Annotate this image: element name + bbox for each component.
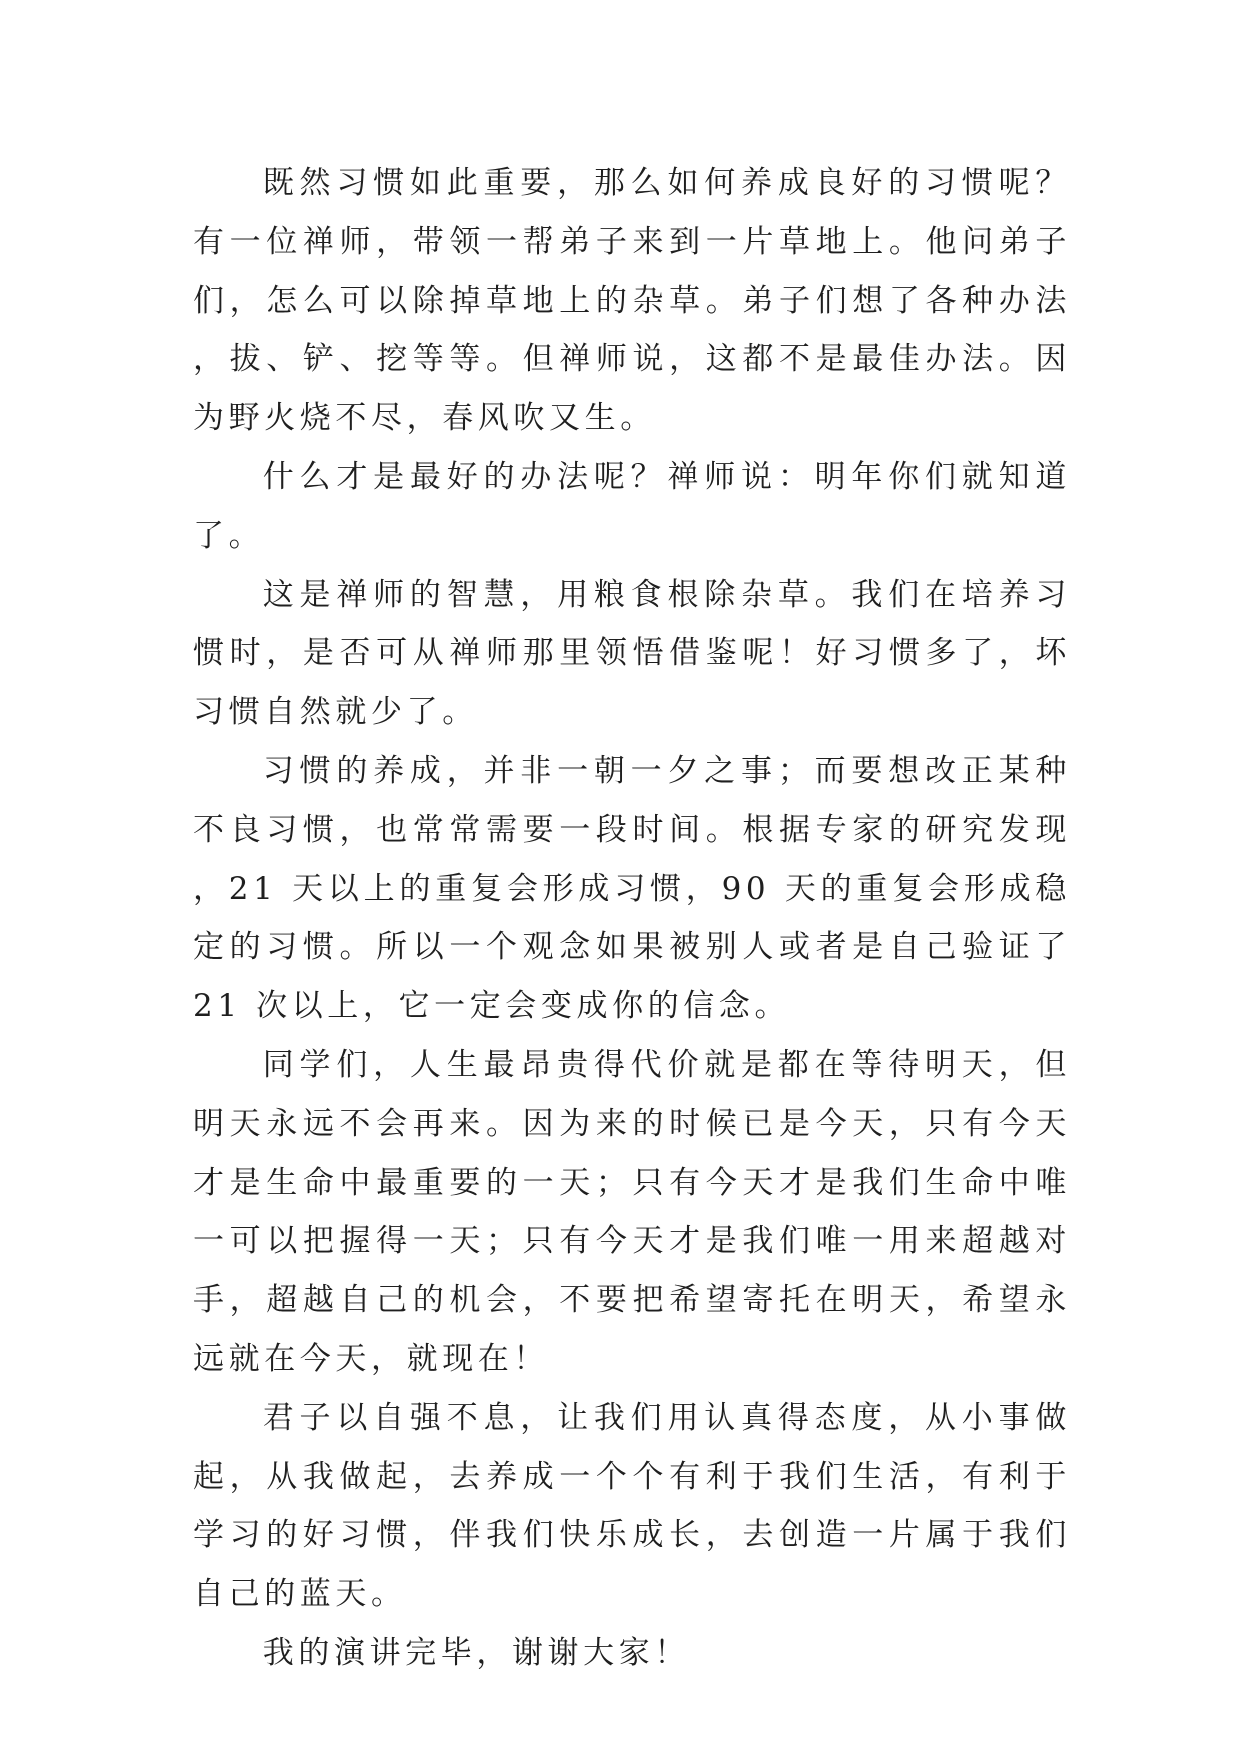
paragraph-5: 同学们，人生最昂贵得代价就是都在等待明天，但明天永远不会再来。因为来的时候已是今天，只有今天才是生命中最重要的一天；只有今天才是我们生命中唯一可以把握得一天；只有今天才是我们唯一用来超越对手，超越自己的机会，不要把希望寄托在明天，希望永远就在今天，就现在！ xyxy=(193,1046,1071,1377)
paragraph-4: 习惯的养成，并非一朝一夕之事；而要想改正某种不良习惯，也常常需要一段时间。根据专家的研究发现，21 天以上的重复会形成习惯，90 天的重复会形成稳定的习惯。所以一个观念如果被别人或者是自己验证了 21 次以上，它一定会变成你的信念。 xyxy=(193,752,1071,1025)
paragraph-2: 什么才是最好的办法呢？禅师说：明年你们就知道了。 xyxy=(193,458,1071,554)
paragraph-3: 这是禅师的智慧，用粮食根除杂草。我们在培养习惯时，是否可从禅师那里领悟借鉴呢！好习惯多了，坏习惯自然就少了。 xyxy=(193,576,1071,731)
paragraph-7: 我的演讲完毕，谢谢大家！ xyxy=(262,1634,690,1671)
speech-body xyxy=(193,154,1071,1683)
paragraph-1: 既然习惯如此重要，那么如何养成良好的习惯呢？有一位禅师，带领一帮弟子来到一片草地上。他问弟子们，怎么可以除掉草地上的杂草。弟子们想了各种办法，拔、铲、挖等等。但禅师说，这都不是最佳办法。因为野火烧不尽，春风吹又生。 xyxy=(193,165,1071,437)
paragraph-6: 君子以自强不息，让我们用认真得态度，从小事做起，从我做起，去养成一个个有利于我们生活，有利于学习的好习惯，伴我们快乐成长，去创造一片属于我们自己的蓝天。 xyxy=(193,1399,1071,1613)
